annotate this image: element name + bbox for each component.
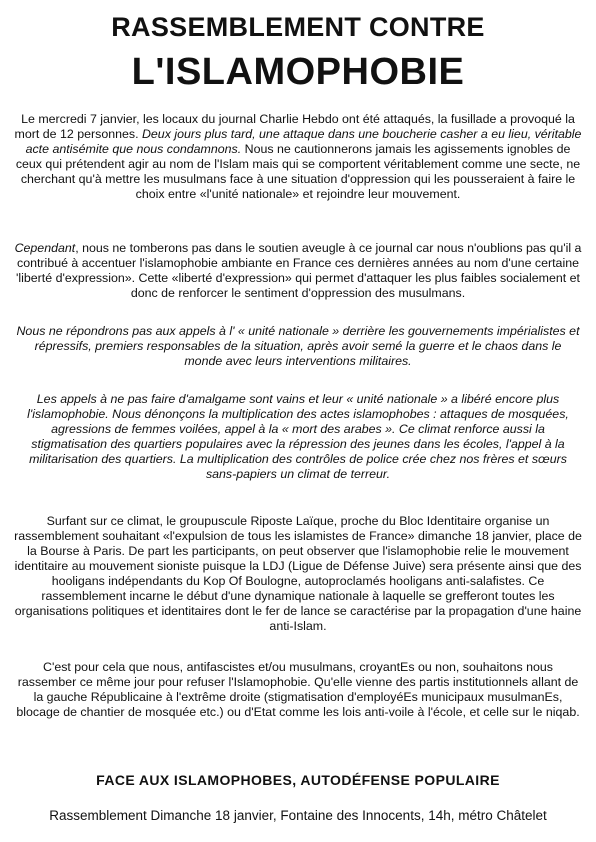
title-line-2: L'ISLAMOPHOBIE xyxy=(131,51,465,93)
p2-text-a: Cependant xyxy=(14,241,76,255)
paragraph-2 xyxy=(14,241,582,317)
p1-text-a: Le mercredi 7 janvier, les locaux du journal Charlie Hebdo ont été attaqués, la fusillade a provoqué la mort de 12 personnes. xyxy=(14,112,575,141)
paragraph-6 xyxy=(14,660,582,736)
p1-text-c: Nous ne cautionnerons jamais les agissements ignobles de ceux qui prétendent agir au nom de l'Islam mais qui se comportent véritablement comme une secte, ne cherchant qu'à mettre les musulmans face à une situation d'oppression qui les pousseraient à faire le choix entre «l'unité nationale» et rejoindre leur mouvement. xyxy=(15,142,581,201)
rally-info: Rassemblement Dimanche 18 janvier, Fontaine des Innocents, 14h, métro Châtelet xyxy=(49,808,547,823)
p6-text: C'est pour cela que nous, antifascistes et/ou musulmans, croyantEs ou non, souhaitons nous rassember ce même jour pour refuser l'Islamophobie. Qu'elle vienne des partis institutionnels allant de la gauche Républicaine à l'extrême droite (stigmatisation d'employéEs municipaux musulmanEs, blocage de chantier de mosquée etc.) ou d'Etat comme les lois anti-voile à l'école, et celle sur le niqab. xyxy=(16,660,580,719)
paragraph-4 xyxy=(14,392,582,498)
title-line-1: RASSEMBLEMENT CONTRE xyxy=(111,12,485,42)
paragraph-3 xyxy=(14,324,582,385)
p5-text: Surfant sur ce climat, le groupuscule Riposte Laïque, proche du Bloc Identitaire organise un rassemblement souhaitant «l'expulsion de tous les islamistes de France» dimanche 18 janvier, place de la Bourse à Paris. De part les participants, on peut observer que l'islamophobie relie le mouvement identitaire au mouvement sioniste puisque la LDJ (Ligue de Défense Juive) sera présente ainsi que des hooligans indépendants du Kop Of Boulogne, autoproclamés hooligans anti-salafistes. Ce rassemblement incarne le début d'une dynamique nationale à laquelle se grefferont toutes les organisations politiques et identitaires dont le fer de lance se caractérise par la propagation d'une haine anti-Islam. xyxy=(14,514,582,633)
slogan: FACE AUX ISLAMOPHOBES, AUTODÉFENSE POPULAIRE xyxy=(96,772,500,788)
paragraph-5 xyxy=(14,514,582,650)
p4-text: Les appels à ne pas faire d'amalgame sont vains et leur « unité nationale » a libéré encore plus l'islamophobie. Nous dénonçons la multiplication des actes islamophobes : attaques de mosquées, agressions de femmes voilées, appel à la « mort des arabes ». Ce climat renforce aussi la stigmatisation des quartiers populaires avec la répression des jeunes dans les écoles, l'appel à la militarisation des quartiers. La multiplication des contrôles de police crée chez nos frères et sœurs sans-papiers un climat de terreur. xyxy=(27,392,569,481)
p2-text-b: , nous ne tomberons pas dans le soutien aveugle à ce journal car nous n'oublions pas qu'il a contribué à accentuer l'islamophobie ambiante en France ces dernières années au nom d'une certaine 'liberté d'expression». Cette «liberté d'expression» qui permet d'attaquer les plus faibles socialement et donc de renforcer le sentiment d'oppression des musulmans. xyxy=(16,241,582,300)
p1-text-b: Deux jours plus tard, une attaque dans une boucherie casher a eu lieu, véritable acte antisémite que nous condamnons. xyxy=(25,127,582,156)
paragraph-1 xyxy=(14,112,582,218)
p3-text: Nous ne répondrons pas aux appels à l' « unité nationale » derrière les gouvernements impérialistes et répressifs, premiers responsables de la situation, après avoir semé la guerre et le chaos dans le monde avec leurs interventions militaires. xyxy=(16,324,580,368)
